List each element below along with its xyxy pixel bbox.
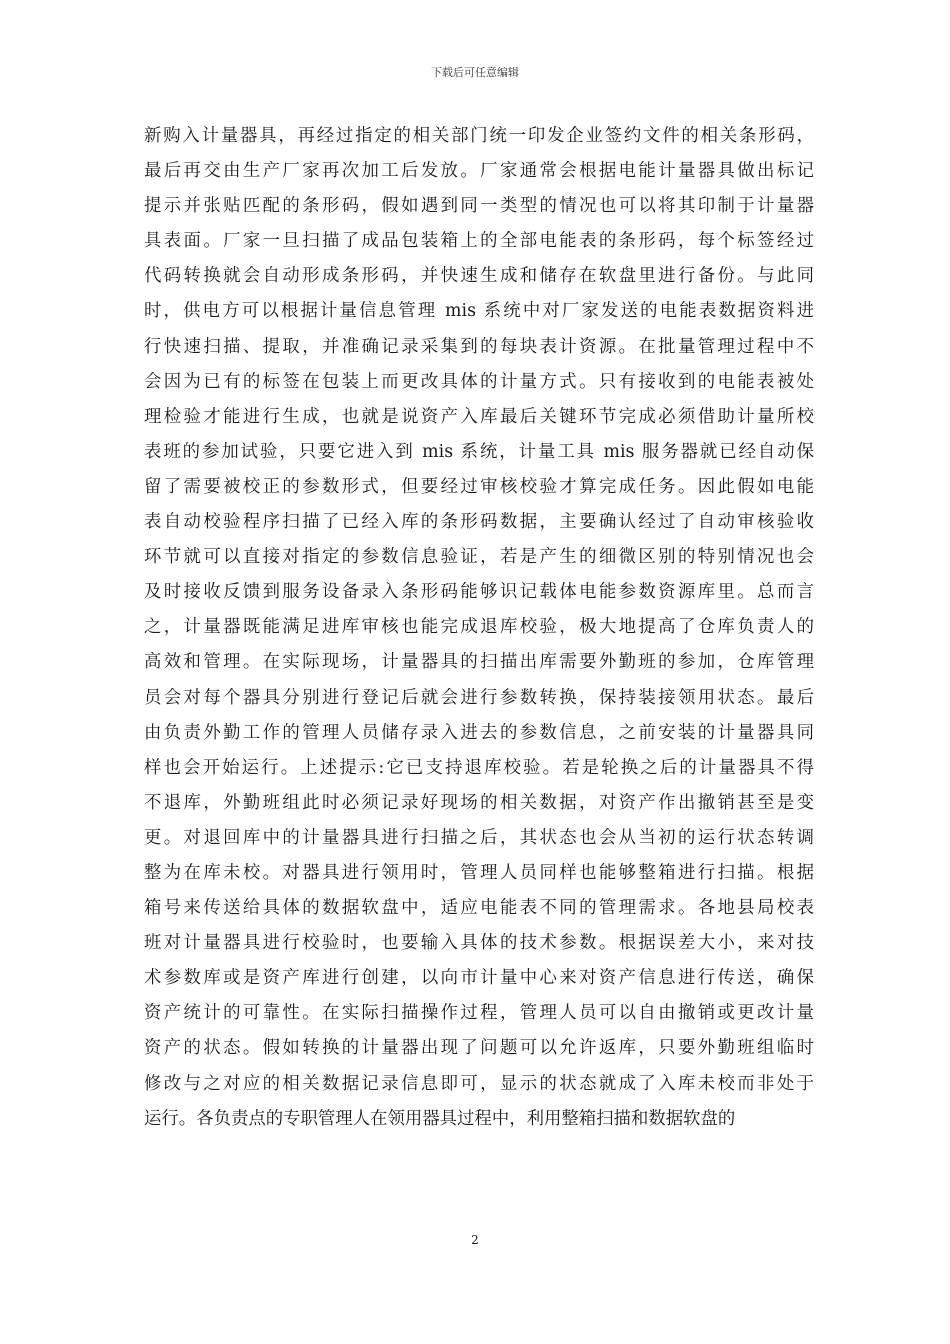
text-line: 术参数库或是资产库进行创建，以向市计量中心来对资产信息进行传送，确保 [144, 968, 814, 989]
text-line: 班对计量器具进行校验时，也要输入具体的技术参数。根据误差大小，来对技 [144, 933, 814, 954]
text-line: 更。对退回库中的计量器具进行扫描之后，其状态也会从当初的运行状态转调 [144, 827, 814, 848]
text-line: 会因为已有的标签在包装上而更改具体的计量方式。只有接收到的电能表被处 [144, 371, 814, 392]
text-line: 资产的状态。假如转换的计量器出现了问题可以允许返库，只要外勤班组临时 [144, 1038, 814, 1059]
text-line: 理检验才能进行生成，也就是说资产入库最后关键环节完成必须借助计量所校 [144, 406, 814, 427]
text-line: 环节就可以直接对指定的参数信息验证，若是产生的细微区别的特别情况也会 [144, 547, 814, 568]
text-line: 样也会开始运行。上述提示:它已支持退库校验。若是轮换之后的计量器具不得 [144, 757, 814, 778]
text-line: 最后再交由生产厂家再次加工后发放。厂家通常会根据电能计量器具做出标记 [144, 161, 814, 182]
text-line: 运行。各负责点的专职管理人在领用器具过程中，利用整箱扫描和数据软盘的 [144, 1108, 736, 1129]
text-line: 新购入计量器具，再经过指定的相关部门统一印发企业签约文件的相关条形码， [144, 126, 814, 146]
text-line: 箱号来传送给具体的数据软盘中，适应电能表不同的管理需求。各地县局校表 [144, 898, 814, 919]
text-line: 行快速扫描、提取，并准确记录采集到的每块表计资源。在批量管理过程中不 [144, 336, 814, 357]
text-line: 时，供电方可以根据计量信息管理 mis 系统中对厂家发送的电能表数据资料进 [144, 301, 814, 322]
text-line: 修改与之对应的相关数据记录信息即可，显示的状态就成了入库未校而非处于 [144, 1073, 814, 1094]
text-line: 具表面。厂家一旦扫描了成品包装箱上的全部电能表的条形码，每个标签经过 [144, 231, 814, 252]
text-line: 整为在库未校。对器具进行领用时，管理人员同样也能够整箱进行扫描。根据 [144, 862, 814, 883]
page-number: 2 [471, 1233, 479, 1247]
text-line: 高效和管理。在实际现场，计量器具的扫描出库需要外勤班的参加，仓库管理 [144, 652, 814, 673]
text-line: 表自动校验程序扫描了已经入库的条形码数据，主要确认经过了自动审核验收 [144, 512, 814, 533]
text-line: 代码转换就会自动形成条形码，并快速生成和储存在软盘里进行备份。与此同 [144, 266, 814, 287]
body-text [144, 119, 814, 1137]
text-line: 由负责外勤工作的管理人员储存录入进去的参数信息，之前安装的计量器具同 [144, 722, 814, 743]
text-line: 不退库，外勤班组此时必须记录好现场的相关数据，对资产作出撤销甚至是变 [144, 792, 814, 813]
page-header: 下载后可任意编辑 [431, 66, 519, 79]
text-line: 资产统计的可靠性。在实际扫描操作过程，管理人员可以自由撤销或更改计量 [144, 1003, 814, 1024]
text-line: 提示并张贴匹配的条形码，假如遇到同一类型的情况也可以将其印制于计量器 [144, 196, 814, 217]
text-line: 留了需要被校正的参数形式，但要经过审核校验才算完成任务。因此假如电能 [144, 476, 814, 497]
text-line: 之，计量器既能满足进库审核也能完成退库校验，极大地提高了仓库负责人的 [144, 617, 814, 638]
text-line: 表班的参加试验，只要它进入到 mis 系统，计量工具 mis 服务器就已经自动保 [144, 441, 814, 462]
text-line: 员会对每个器具分别进行登记后就会进行参数转换，保持装接领用状态。最后 [144, 687, 814, 708]
text-line: 及时接收反馈到服务设备录入条形码能够识记载体电能参数资源库里。总而言 [144, 582, 814, 603]
